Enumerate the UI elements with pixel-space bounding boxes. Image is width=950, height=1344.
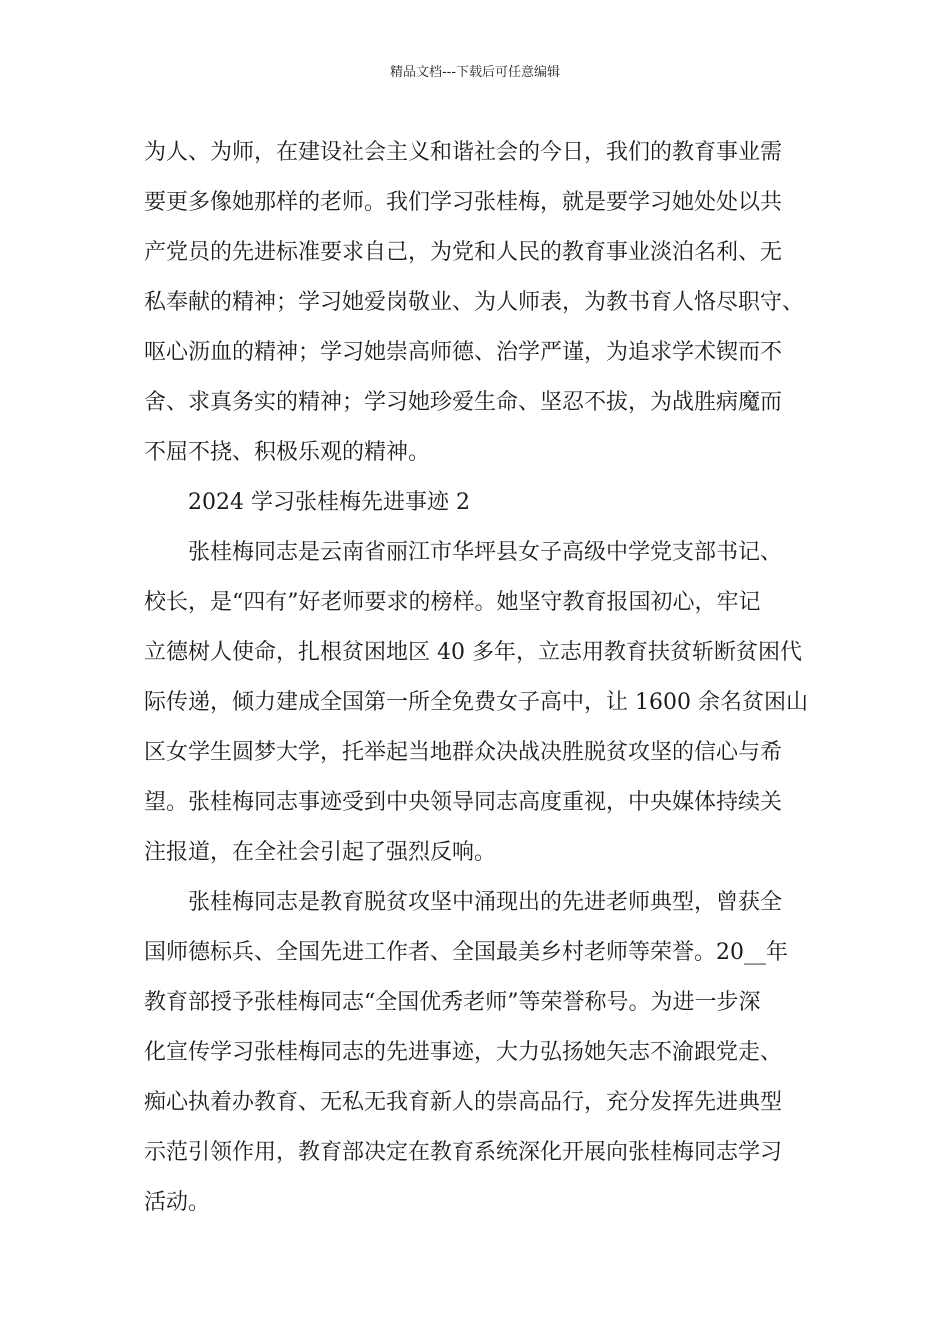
text-line: 舍、求真务实的精神；学习她珍爱生命、坚忍不拔，为战胜病魔而 [144, 390, 783, 415]
text-line: 国师德标兵、全国先进工作者、全国最美乡村老师等荣誉。20__年 [144, 940, 788, 965]
text-line: 痴心执着办教育、无私无我育新人的崇高品行，充分发挥先进典型 [144, 1090, 783, 1115]
text-line: 立德树人使命，扎根贫困地区 40 多年，立志用教育扶贫斩断贫困代 [144, 640, 802, 665]
section-heading: 2024 学习张桂梅先进事迹 2 [188, 490, 470, 515]
text-line: 教育部授予张桂梅同志“全国优秀老师”等荣誉称号。为进一步深 [144, 990, 761, 1015]
text-line: 校长，是“四有”好老师要求的榜样。她坚守教育报国初心，牢记 [144, 590, 761, 615]
text-line: 不屈不挠、积极乐观的精神。 [144, 440, 431, 465]
text-line: 为人、为师，在建设社会主义和谐社会的今日，我们的教育事业需 [144, 140, 783, 165]
text-line: 化宣传学习张桂梅同志的先进事迹，大力弘扬她矢志不渝跟党走、 [144, 1040, 783, 1065]
text-line: 私奉献的精神；学习她爱岗敬业、为人师表，为教书育人恪尽职守、 [144, 290, 805, 315]
text-line: 呕心沥血的精神；学习她崇高师德、治学严谨，为追求学术锲而不 [144, 340, 783, 365]
text-line: 注报道，在全社会引起了强烈反响。 [144, 840, 497, 865]
text-line: 区女学生圆梦大学，托举起当地群众决战决胜脱贫攻坚的信心与希 [144, 740, 783, 765]
text-line: 际传递，倾力建成全国第一所全免费女子高中，让 1600 余名贫困山 [144, 690, 808, 715]
text-line: 望。张桂梅同志事迹受到中央领导同志高度重视，中央媒体持续关 [144, 790, 783, 815]
text-line: 活动。 [144, 1190, 211, 1215]
page-header: 精品文档---下载后可任意编辑 [389, 65, 561, 80]
text-line: 张桂梅同志是教育脱贫攻坚中涌现出的先进老师典型，曾获全 [188, 890, 783, 915]
text-line: 张桂梅同志是云南省丽江市华坪县女子高级中学党支部书记、 [188, 540, 783, 565]
text-line: 示范引领作用，教育部决定在教育系统深化开展向张桂梅同志学习 [144, 1140, 783, 1165]
text-line: 产党员的先进标准要求自己，为党和人民的教育事业淡泊名利、无 [144, 240, 783, 265]
text-line: 要更多像她那样的老师。我们学习张桂梅，就是要学习她处处以共 [144, 190, 783, 215]
document-body [144, 128, 808, 1228]
